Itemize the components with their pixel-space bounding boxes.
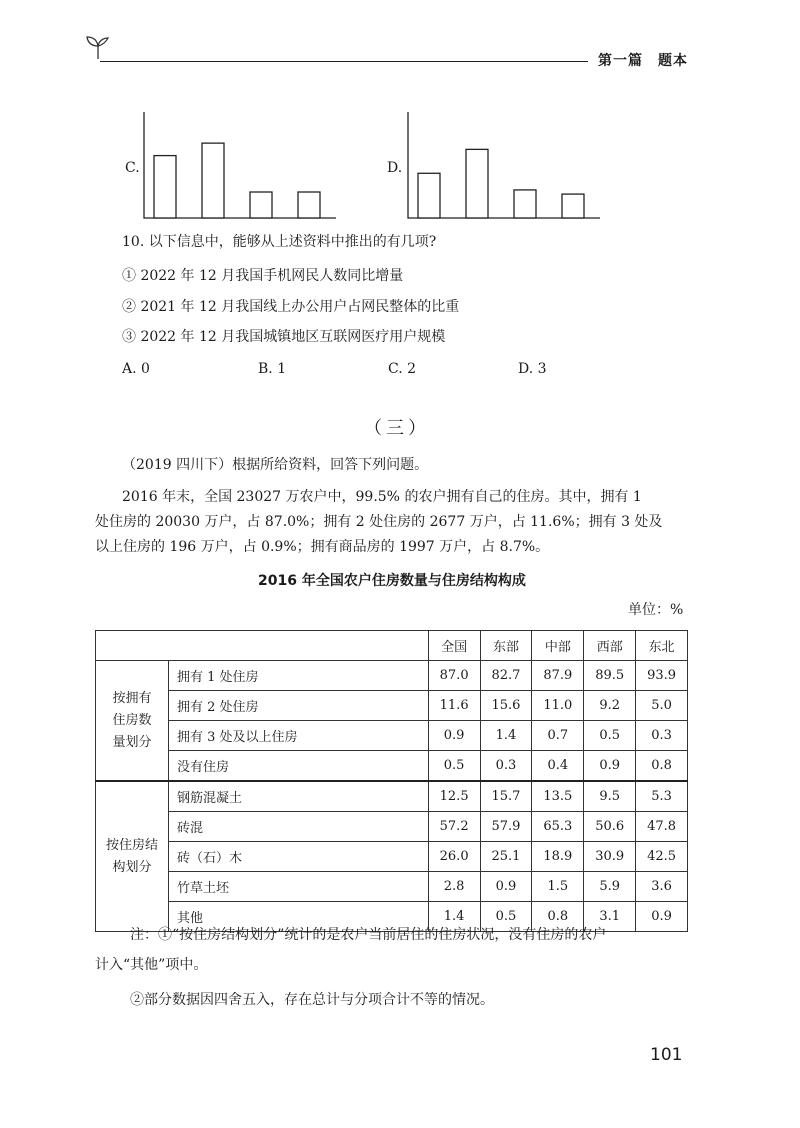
question-item-1: ① 2022 年 12 月我国手机网民人数同比增量: [122, 268, 404, 284]
bar: [154, 156, 176, 218]
table-cell: 57.2: [428, 812, 480, 842]
bar: [202, 143, 224, 218]
table-cell: 15.6: [480, 691, 532, 721]
row-label: 砖（石）木: [169, 842, 429, 872]
row-label: 拥有 3 处及以上住房: [169, 721, 429, 751]
note-line-1: 注：①“按住房结构划分”统计的是农户当前居住的住房状况，没有住房的农户: [130, 927, 607, 943]
chart-c-label: C.: [125, 160, 140, 176]
paragraph-line-1: 2016 年末，全国 23027 万农户中，99.5% 的农户拥有自己的住房。其中，拥有 1: [122, 489, 642, 505]
table-row: [96, 872, 688, 902]
table-row: [96, 781, 688, 812]
table-cell: 5.9: [584, 872, 636, 902]
table-cell: 93.9: [636, 661, 688, 691]
table-row: [96, 661, 688, 691]
table-cell: 9.2: [584, 691, 636, 721]
table-cell: 89.5: [584, 661, 636, 691]
bar: [418, 173, 440, 218]
paragraph-line-2: 处住房的 20030 万户，占 87.0%；拥有 2 处住房的 2677 万户，占 11.6%；拥有 3 处及: [95, 514, 663, 530]
table-row: [96, 812, 688, 842]
section-title: （三）: [364, 418, 430, 439]
table-cell: 11.6: [428, 691, 480, 721]
table-cell: 1.5: [532, 872, 584, 902]
table-cell: 26.0: [428, 842, 480, 872]
question-text: 10. 以下信息中，能够从上述资料中推出的有几项?: [122, 234, 437, 250]
table-header-row: [96, 631, 688, 661]
column-header: 西部: [584, 631, 636, 661]
header-rule: [100, 61, 588, 62]
row-label: 砖混: [169, 812, 429, 842]
table-unit: 单位：%: [628, 602, 684, 618]
table-cell: 0.4: [532, 751, 584, 782]
table-row: [96, 721, 688, 751]
table-cell: 42.5: [636, 842, 688, 872]
table-cell: 1.4: [480, 721, 532, 751]
column-header: 东部: [480, 631, 532, 661]
option-b: B. 1: [258, 361, 287, 377]
table-cell: 3.6: [636, 872, 688, 902]
table-cell: 87.9: [532, 661, 584, 691]
table-cell: 82.7: [480, 661, 532, 691]
page-number: 101: [650, 1045, 683, 1065]
question-item-2: ② 2021 年 12 月我国线上办公用户占网民整体的比重: [122, 299, 460, 315]
intro-text: （2019 四川下）根据所给资料，回答下列问题。: [122, 457, 429, 473]
table-cell: 0.8: [532, 902, 584, 932]
bar: [514, 190, 536, 218]
table-cell: 0.9: [584, 751, 636, 782]
table-cell: 0.3: [636, 721, 688, 751]
column-header: 中部: [532, 631, 584, 661]
option-a: A. 0: [122, 361, 150, 377]
row-label: 拥有 2 处住房: [169, 691, 429, 721]
table-cell: 15.7: [480, 781, 532, 812]
table-cell: 25.1: [480, 842, 532, 872]
table-cell: 57.9: [480, 812, 532, 842]
table-cell: 5.0: [636, 691, 688, 721]
table-cell: 0.5: [480, 902, 532, 932]
row-label: 其他: [169, 902, 429, 932]
table-cell: 18.9: [532, 842, 584, 872]
chart-d-label: D.: [387, 160, 403, 176]
bar-chart-d: [404, 110, 604, 220]
table-cell: 0.9: [428, 721, 480, 751]
option-c: C. 2: [388, 361, 417, 377]
table-title: 2016 年全国农户住房数量与住房结构构成: [258, 573, 526, 589]
bar-chart-c: [140, 110, 340, 220]
table-cell: 30.9: [584, 842, 636, 872]
sprout-icon: [84, 34, 112, 60]
row-label: 钢筋混凝土: [169, 781, 429, 812]
table-cell: 0.7: [532, 721, 584, 751]
row-label: 没有住房: [169, 751, 429, 782]
table-row: [96, 751, 688, 782]
table-cell: 3.1: [584, 902, 636, 932]
table-cell: 12.5: [428, 781, 480, 812]
table-row: [96, 842, 688, 872]
table-cell: 47.8: [636, 812, 688, 842]
table-cell: 2.8: [428, 872, 480, 902]
table-cell: 0.8: [636, 751, 688, 782]
table-cell: 0.5: [584, 721, 636, 751]
column-header: 东北: [636, 631, 688, 661]
table-cell: 11.0: [532, 691, 584, 721]
question-item-3: ③ 2022 年 12 月我国城镇地区互联网医疗用户规模: [122, 329, 446, 345]
table-cell: 1.4: [428, 902, 480, 932]
table-cell: 9.5: [584, 781, 636, 812]
table-cell: 65.3: [532, 812, 584, 842]
table-cell: 50.6: [584, 812, 636, 842]
bar: [298, 192, 320, 218]
housing-table: [95, 630, 688, 932]
column-header: 全国: [428, 631, 480, 661]
note-line-2: 计入“其他”项中。: [95, 957, 208, 973]
bar: [562, 194, 584, 218]
row-label: 拥有 1 处住房: [169, 661, 429, 691]
header-corner-cell: [96, 631, 429, 661]
bar: [250, 192, 272, 218]
table-cell: 0.3: [480, 751, 532, 782]
note-line-3: ②部分数据因四舍五入，存在总计与分项合计不等的情况。: [130, 992, 494, 1008]
table-cell: 87.0: [428, 661, 480, 691]
table-cell: 0.9: [480, 872, 532, 902]
table-cell: 0.9: [636, 902, 688, 932]
row-label: 竹草土坯: [169, 872, 429, 902]
header-section-title: 第一篇 题本: [598, 53, 688, 69]
table-cell: 0.5: [428, 751, 480, 782]
table-cell: 13.5: [532, 781, 584, 812]
table-cell: 5.3: [636, 781, 688, 812]
bar: [466, 149, 488, 218]
group-label-quantity: 按拥有 住房数 量划分: [96, 661, 169, 782]
table-row: [96, 691, 688, 721]
paragraph-line-3: 以上住房的 196 万户，占 0.9%；拥有商品房的 1997 万户，占 8.7%。: [95, 539, 550, 555]
group-label-structure: 按住房结 构划分: [96, 781, 169, 932]
option-d: D. 3: [518, 361, 547, 377]
